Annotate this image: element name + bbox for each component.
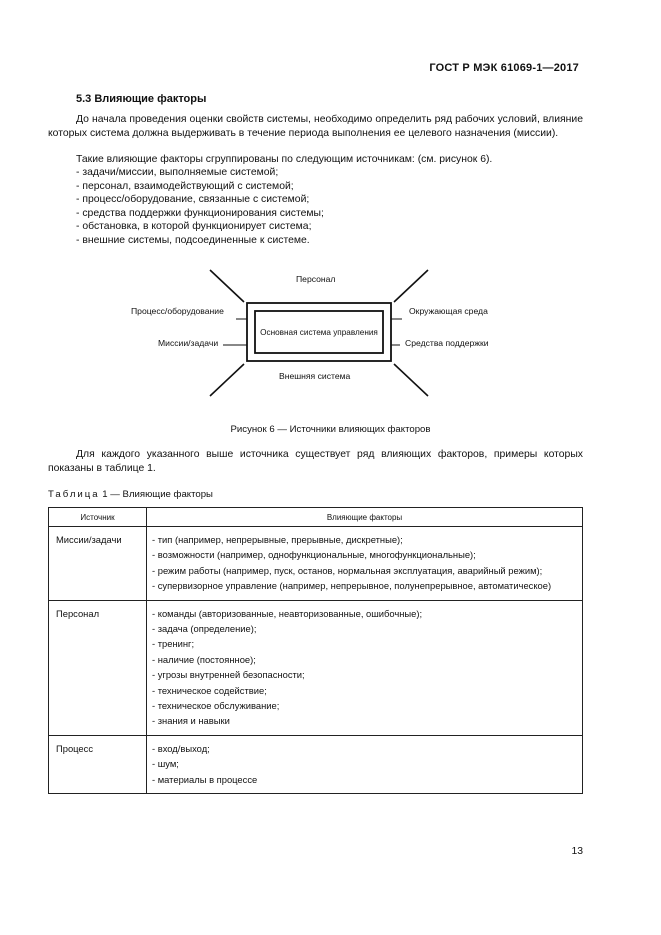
factor-item: - наличие (постоянное); <box>152 652 576 667</box>
list-item: - персонал, взаимодействующий с системой; <box>76 180 324 194</box>
influence-diagram <box>120 262 520 397</box>
intro-paragraph <box>48 113 583 140</box>
table-row <box>49 735 583 793</box>
main-system-label: Основная система управления <box>260 327 378 337</box>
arrow-bottom-left <box>210 364 244 396</box>
factor-item: - команды (авторизованные, неавторизованные, ошибочные); <box>152 606 576 621</box>
factor-item: - техническое содействие; <box>152 683 576 698</box>
figure-caption: Рисунок 6 — Источники влияющих факторов <box>230 424 431 435</box>
label-process: Процесс/оборудование <box>131 306 224 316</box>
table-header-row <box>49 508 583 527</box>
sources-intro-text: Такие влияющие факторы сгруппированы по следующим источникам: (см. рисунок 6). <box>76 154 493 165</box>
factors-cell <box>147 735 583 793</box>
page-number: 13 <box>571 846 583 857</box>
label-missions: Миссии/задачи <box>158 338 219 348</box>
arrow-top-left <box>210 270 244 302</box>
list-item: - внешние системы, подсоединенные к системе. <box>76 234 324 248</box>
label-environment: Окружающая среда <box>409 306 488 316</box>
factors-cell <box>147 527 583 601</box>
factor-item: - супервизорное управление (например, непрерывное, полунепрерывное, автоматическое) <box>152 578 576 593</box>
column-header-factors: Влияющие факторы <box>147 508 583 527</box>
factor-item: - шум; <box>152 756 576 771</box>
sources-intro <box>48 153 583 167</box>
list-item: - процесс/оборудование, связанные с системой; <box>76 193 324 207</box>
intro-paragraph-text: До начала проведения оценки свойств системы, необходимо определить ряд рабочих условий, влияние которых система должна выдерживать в течение периода выполнения ее целевого назначения (миссии). <box>48 114 583 139</box>
list-item: - обстановка, в которой функционирует система; <box>76 220 324 234</box>
document-header: ГОСТ Р МЭК 61069-1—2017 <box>429 62 579 74</box>
table-caption-label: Таблица <box>48 489 100 500</box>
label-support: Средства поддержки <box>405 338 489 348</box>
factor-item: - тип (например, непрерывные, прерывные, дискретные); <box>152 532 576 547</box>
table-caption-text: 1 — Влияющие факторы <box>102 489 213 500</box>
table-caption <box>48 489 213 500</box>
sources-list <box>76 166 324 248</box>
factor-item: - материалы в процессе <box>152 772 576 787</box>
factor-item: - режим работы (например, пуск, останов, нормальная эксплуатация, аварийный режим); <box>152 563 576 578</box>
source-cell: Миссии/задачи <box>49 527 147 601</box>
column-header-source: Источник <box>49 508 147 527</box>
factor-item: - знания и навыки <box>152 713 576 728</box>
arrow-bottom-right <box>394 364 428 396</box>
factor-item: - задача (определение); <box>152 621 576 636</box>
table-row <box>49 600 583 735</box>
factors-table <box>48 507 583 794</box>
factor-item: - техническое обслуживание; <box>152 698 576 713</box>
label-external: Внешняя система <box>279 371 351 381</box>
factor-item: - возможности (например, однофункциональные, многофункциональные); <box>152 547 576 562</box>
label-personnel: Персонал <box>296 274 336 284</box>
list-item: - средства поддержки функционирования системы; <box>76 207 324 221</box>
source-cell: Персонал <box>49 600 147 735</box>
list-item: - задачи/миссии, выполняемые системой; <box>76 166 324 180</box>
table-intro-text: Для каждого указанного выше источника существует ряд влияющих факторов, примеры которых показаны в таблице 1. <box>48 449 583 474</box>
table-row <box>49 527 583 601</box>
arrow-top-right <box>394 270 428 302</box>
source-cell: Процесс <box>49 735 147 793</box>
factor-item: - тренинг; <box>152 636 576 651</box>
factors-cell <box>147 600 583 735</box>
factor-item: - угрозы внутренней безопасности; <box>152 667 576 682</box>
section-title: 5.3 Влияющие факторы <box>76 93 207 105</box>
factor-item: - вход/выход; <box>152 741 576 756</box>
table-intro-paragraph <box>48 448 583 475</box>
